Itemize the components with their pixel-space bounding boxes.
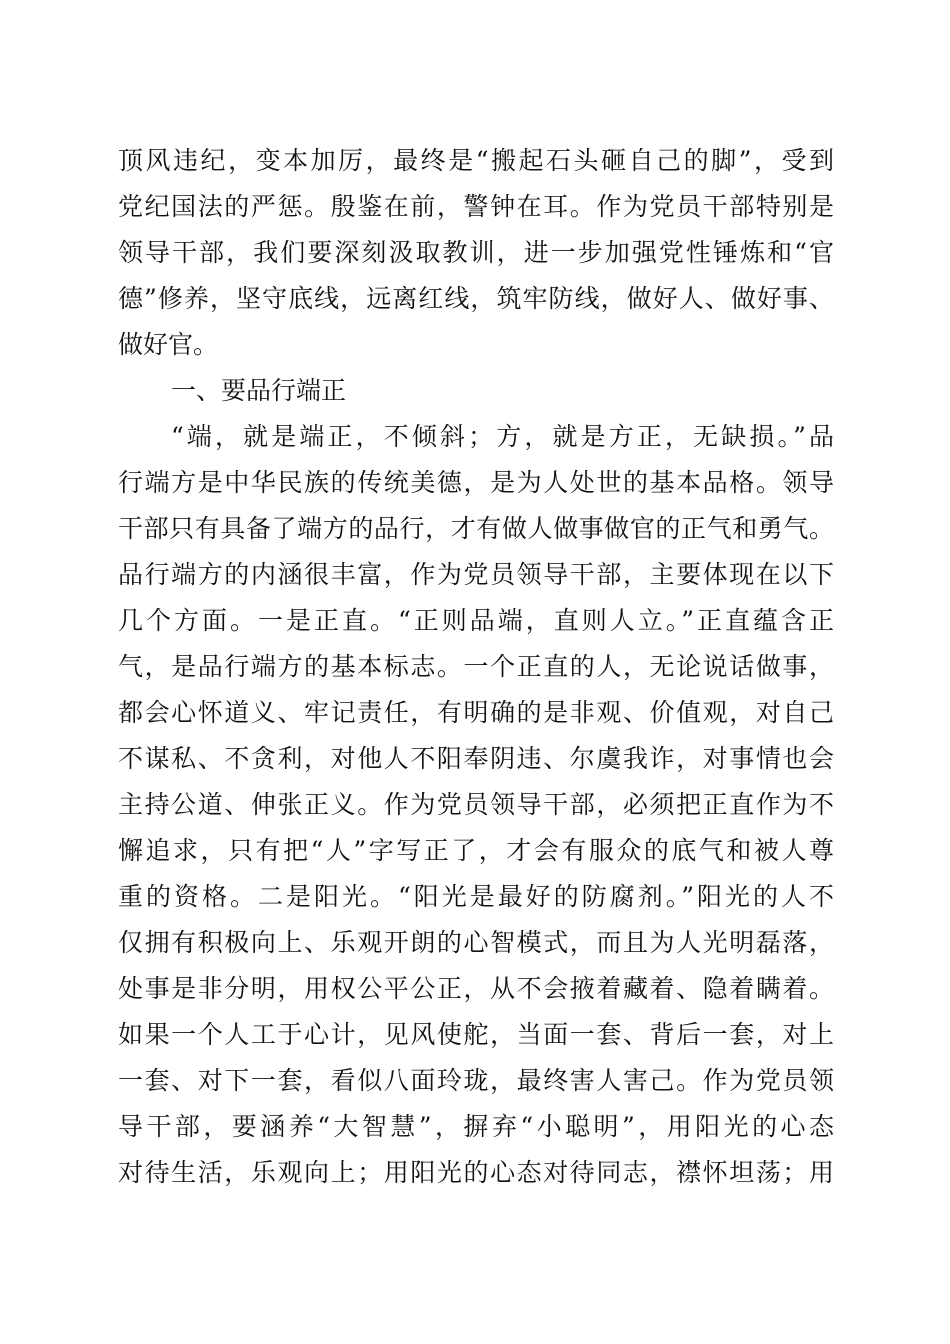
- text-line: 如果一个人工于心计，见风使舵，当面一套、背后一套，对上: [118, 1020, 834, 1049]
- text-line: 对待生活，乐观向上；用阳光的心态对待同志，襟怀坦荡；用: [118, 1158, 834, 1187]
- text-line: 主持公道、伸张正义。作为党员领导干部，必须把正直作为不: [118, 790, 834, 819]
- text-line: 气，是品行端方的基本标志。一个正直的人，无论说话做事，: [118, 652, 834, 681]
- section-heading: 一、要品行端正: [171, 376, 347, 405]
- text-line: 都会心怀道义、牢记责任，有明确的是非观、价值观，对自己: [118, 698, 834, 727]
- text-line: 领导干部，我们要深刻汲取教训，进一步加强党性锤炼和“官: [118, 238, 834, 267]
- text-line: 德”修养，坚守底线，远离红线，筑牢防线，做好人、做好事、: [118, 284, 834, 313]
- text-line: 几个方面。一是正直。“正则品端，直则人立。”正直蕴含正: [118, 606, 834, 635]
- text-line: 行端方是中华民族的传统美德，是为人处世的基本品格。领导: [118, 468, 834, 497]
- text-line: 一套、对下一套，看似八面玲珑，最终害人害己。作为党员领: [118, 1066, 834, 1095]
- text-line: 重的资格。二是阳光。“阳光是最好的防腐剂。”阳光的人不: [118, 882, 834, 911]
- text-line: 做好官。: [118, 330, 219, 359]
- text-line: 干部只有具备了端方的品行，才有做人做事做官的正气和勇气。: [118, 514, 834, 543]
- text-line: 仅拥有积极向上、乐观开朗的心智模式，而且为人光明磊落，: [118, 928, 834, 957]
- text-line: “端，就是端正，不倾斜；方，就是方正，无缺损。”品: [171, 422, 834, 451]
- text-line: 导干部，要涵养“大智慧”，摒弃“小聪明”，用阳光的心态: [118, 1112, 834, 1141]
- text-line: 不谋私、不贪利，对他人不阳奉阴违、尔虞我诈，对事情也会: [118, 744, 834, 773]
- text-line: 顶风违纪，变本加厉，最终是“搬起石头砸自己的脚”，受到: [118, 146, 834, 175]
- text-line: 品行端方的内涵很丰富，作为党员领导干部，主要体现在以下: [118, 560, 834, 589]
- text-line: 懈追求，只有把“人”字写正了，才会有服众的底气和被人尊: [118, 836, 834, 865]
- text-line: 处事是非分明，用权公平公正，从不会掖着藏着、隐着瞒着。: [118, 974, 834, 1003]
- text-line: 党纪国法的严惩。殷鉴在前，警钟在耳。作为党员干部特别是: [118, 192, 834, 221]
